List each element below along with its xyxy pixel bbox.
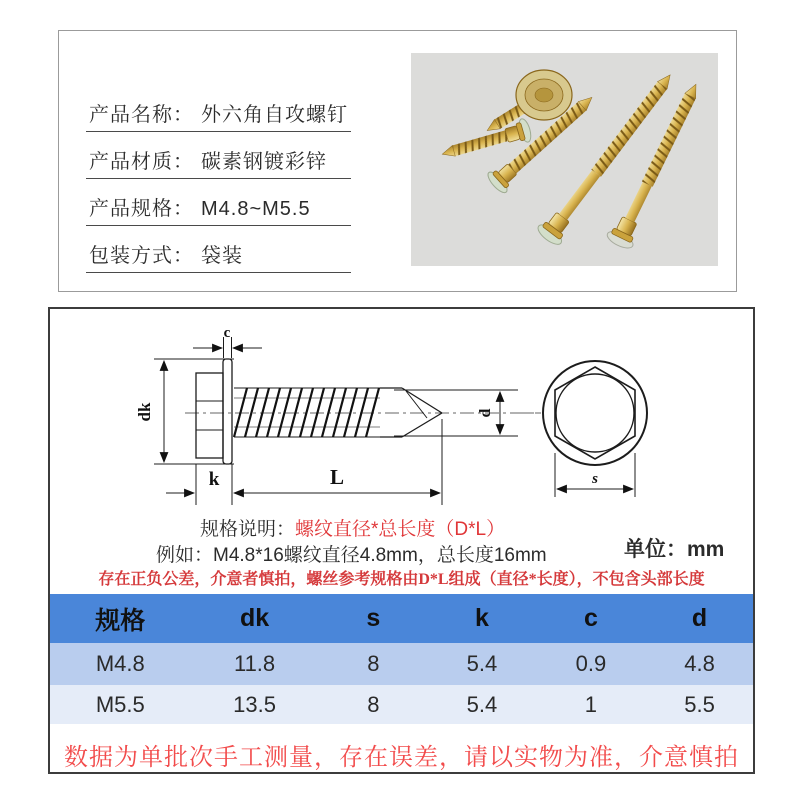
table-cell: 5.4 <box>466 651 498 676</box>
spec-label: 产品材质： <box>89 151 194 173</box>
s-dim-label: s <box>592 471 598 487</box>
spec-value: 碳素钢镀彩锌 <box>201 151 327 173</box>
header-cell-spec: 规格 <box>95 606 146 635</box>
table-row-m55 <box>50 685 753 724</box>
spec-value: 外六角自攻螺钉 <box>201 104 348 126</box>
header-cell-c: c <box>583 604 598 632</box>
table-cell: 11.8 <box>233 651 276 676</box>
spec-row-size <box>86 179 351 226</box>
header-cell-d: d <box>691 604 708 632</box>
spec-value: 袋装 <box>201 245 243 267</box>
product-spec-list <box>86 85 348 273</box>
d-dim-label: d <box>477 408 494 418</box>
table-cell: M5.5 <box>95 691 145 717</box>
spec-explanation-line <box>200 514 505 541</box>
k-dim-label: k <box>208 469 220 490</box>
header-cell-k: k <box>475 604 489 632</box>
table-cell: 4.8 <box>684 651 715 676</box>
measurement-disclaimer: 数据为单批次手工测量，存在误差，请以实物为准，介意慎拍 <box>64 744 739 771</box>
table-row-m48 <box>50 643 753 685</box>
table-cell: 8 <box>367 691 380 717</box>
spec-value: M4.8~M5.5 <box>201 198 311 220</box>
table-cell: 1 <box>584 691 598 717</box>
screw-dimension-diagram <box>50 313 753 515</box>
spec-example-line: 例如：M4.8*16螺纹直径4.8mm，总长度16mm <box>156 545 547 566</box>
spec-panel <box>48 307 755 774</box>
dk-dim-label: dk <box>135 402 154 422</box>
spec-table <box>50 594 753 724</box>
header-cell-s: s <box>366 604 381 632</box>
spec-table-header-row <box>50 594 753 643</box>
spec-row-material <box>86 132 351 179</box>
screws-photo-illustration <box>411 53 718 266</box>
unit-label: 单位：mm <box>624 538 725 561</box>
L-dim-label: L <box>329 465 345 489</box>
spec-explanation-red: 螺纹直径*总长度（D*L） <box>295 519 506 540</box>
spec-label: 产品规格： <box>89 198 194 220</box>
table-cell: 8 <box>367 651 380 676</box>
header-cell-dk: dk <box>239 604 270 632</box>
product-photo <box>411 53 718 266</box>
table-cell: 5.4 <box>466 691 498 717</box>
spec-explanation-label: 规格说明： <box>200 519 296 540</box>
spec-label: 包装方式： <box>89 245 194 267</box>
product-info-panel <box>58 30 737 292</box>
table-cell: 13.5 <box>233 691 276 717</box>
spec-row-packaging <box>86 226 351 273</box>
tolerance-warning: 存在正负公差，介意者慎拍，螺丝参考规格由D*L组成（直径*长度），不包含头部长度 <box>98 571 705 588</box>
spec-row-name <box>86 85 351 132</box>
c-dim-label: c <box>223 325 231 341</box>
table-cell: 0.9 <box>575 651 607 676</box>
table-cell: 5.5 <box>684 691 715 717</box>
head-top-view <box>520 361 647 497</box>
table-cell: M4.8 <box>95 651 145 676</box>
spec-label: 产品名称： <box>89 104 194 126</box>
